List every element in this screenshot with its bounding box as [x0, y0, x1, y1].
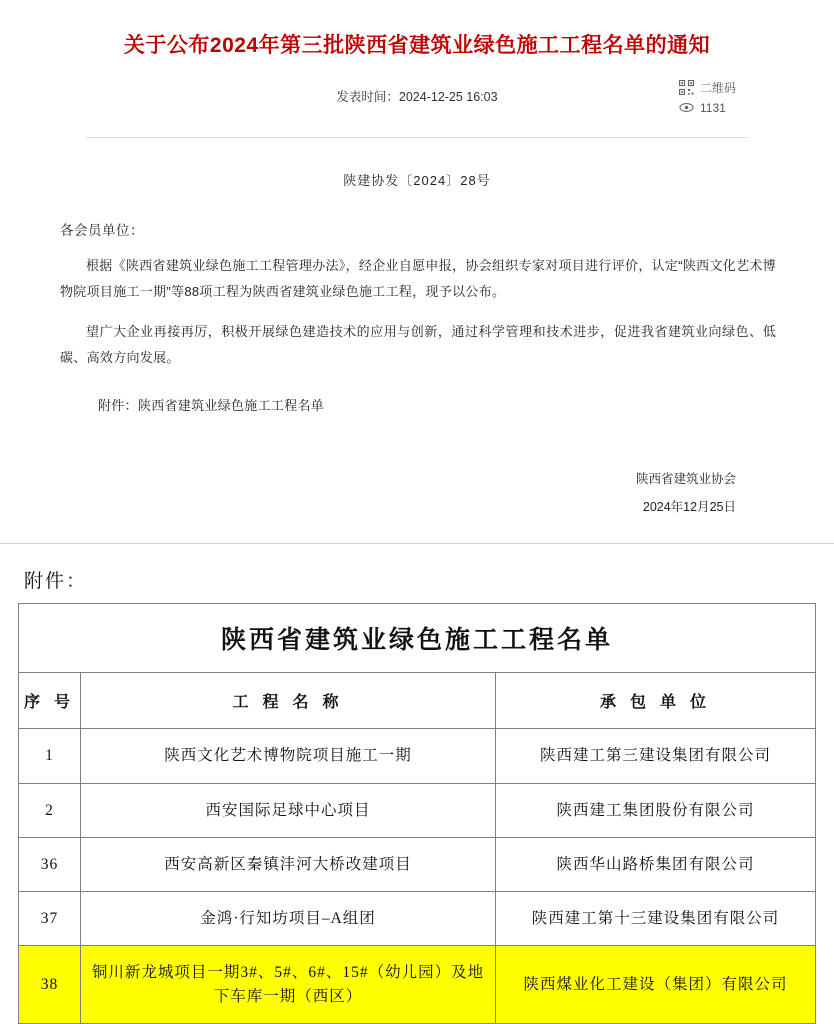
project-list-table — [18, 603, 816, 1024]
signature-org: 陕西省建筑业协会 — [635, 472, 736, 487]
attachment-section — [0, 543, 834, 1024]
row-contractor: 陕西建工第三建设集团有限公司 — [496, 729, 816, 783]
table-row — [19, 837, 816, 891]
signature-date: 2024年12月25日 — [642, 499, 736, 514]
table-title: 陕西省建筑业绿色施工工程名单 — [19, 604, 816, 673]
table-header-row — [19, 673, 816, 729]
view-count-row — [679, 100, 736, 115]
row-project-name: 西安国际足球中心项目 — [81, 783, 496, 837]
row-contractor: 陕西建工第十三建设集团有限公司 — [496, 892, 816, 946]
qr-code-label: 二维码 — [699, 81, 736, 96]
table-row — [19, 892, 816, 946]
table-title-row — [19, 604, 816, 673]
header-divider — [86, 137, 748, 138]
notice-meta — [38, 79, 796, 133]
row-no: 38 — [19, 946, 81, 1024]
row-no: 37 — [19, 892, 81, 946]
notice-paragraph-1: 根据《陕西省建筑业绿色施工工程管理办法》，经企业自愿申报，协会组织专家对项目进行评价，认定“陕西文化艺术博物院项目施工一期”等88项工程为陕西省建筑业绿色施工工程，现予以公布。 — [60, 258, 776, 300]
document-number: 陕建协发〔2024〕28号 — [343, 173, 491, 189]
page-title: 关于公布2024年第三批陕西省建筑业绿色施工工程名单的通知 — [123, 34, 711, 57]
column-header-no: 序 号 — [19, 673, 81, 729]
row-project-name: 西安高新区秦镇沣河大桥改建项目 — [81, 837, 496, 891]
view-count: 1131 — [699, 100, 726, 115]
row-no: 1 — [19, 729, 81, 783]
publish-time: 发表时间：2024-12-25 16:03 — [336, 90, 498, 105]
notice-paragraph-2: 望广大企业再接再厉，积极开展绿色建造技术的应用与创新，通过科学管理和技术进步，促进我省建筑业向绿色、低碳、高效方向发展。 — [60, 324, 776, 366]
salutation: 各会员单位： — [60, 223, 144, 239]
qr-code-icon — [679, 80, 694, 95]
row-contractor: 陕西建工集团股份有限公司 — [496, 783, 816, 837]
row-project-name: 金鸿·行知坊项目–A组团 — [81, 892, 496, 946]
qr-code-row[interactable] — [679, 79, 736, 96]
signature-block — [38, 466, 796, 521]
row-project-name: 陕西文化艺术博物院项目施工一期 — [81, 729, 496, 783]
table-row-highlighted — [19, 946, 816, 1024]
row-contractor: 陕西华山路桥集团有限公司 — [496, 837, 816, 891]
attachment-reference: 附件：陕西省建筑业绿色施工工程名单 — [98, 398, 325, 414]
row-project-name: 铜川新龙城项目一期3#、5#、6#、15#（幼儿园）及地下车库一期（西区） — [81, 946, 496, 1024]
row-no: 2 — [19, 783, 81, 837]
table-row — [19, 729, 816, 783]
qr-and-views — [679, 79, 736, 115]
attachment-label: 附件： — [24, 571, 88, 593]
column-header-project-name: 工 程 名 称 — [81, 673, 496, 729]
row-no: 36 — [19, 837, 81, 891]
table-row — [19, 783, 816, 837]
column-header-contractor: 承 包 单 位 — [496, 673, 816, 729]
eye-icon — [679, 100, 694, 115]
row-contractor: 陕西煤业化工建设（集团）有限公司 — [496, 946, 816, 1024]
